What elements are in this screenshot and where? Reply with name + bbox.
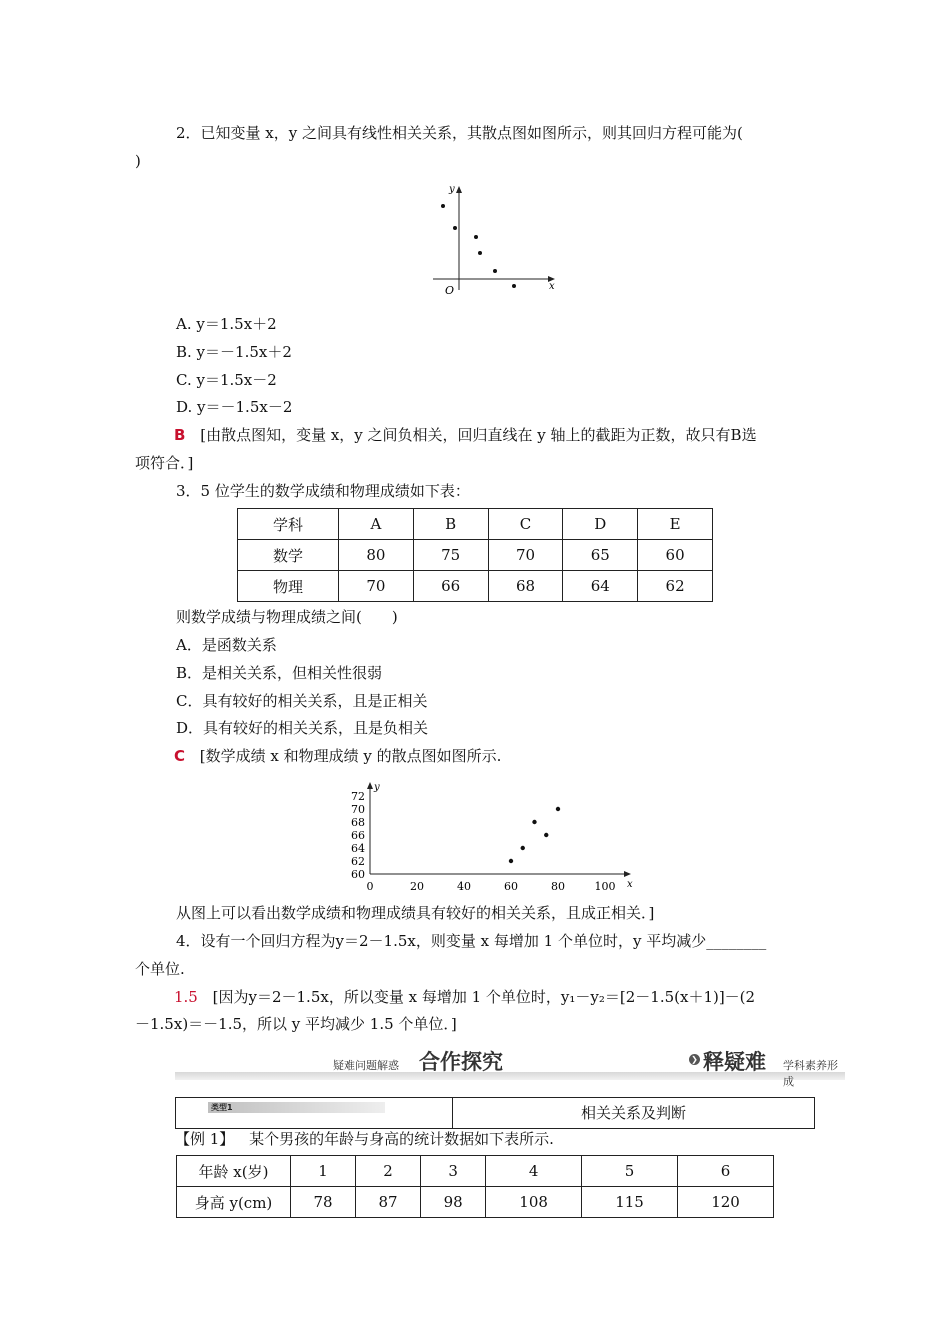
- table-row: [238, 571, 713, 602]
- table-cell: 3: [421, 1156, 486, 1187]
- q3-scatter-chart: [335, 772, 645, 894]
- q3-question: 则数学成绩与物理成绩之间( ): [176, 608, 398, 626]
- banner-title-b: 释疑难: [703, 1050, 766, 1074]
- table-cell: 2: [356, 1156, 421, 1187]
- table-cell: 65: [563, 540, 638, 571]
- table-cell: 6: [678, 1156, 774, 1187]
- q3-answer-letter: C: [174, 747, 186, 765]
- chart-x-tick-label: 100: [594, 880, 616, 893]
- section-banner: [175, 1044, 845, 1088]
- chart-x-tick-label: 80: [551, 880, 565, 893]
- q3-explain-line1: [数学成绩 x 和物理成绩 y 的散点图如图所示.: [199, 747, 502, 765]
- table-cell: 5: [582, 1156, 678, 1187]
- q2-explain-line2: 项符合．]: [135, 454, 194, 472]
- example1-label: 【例 1】: [175, 1130, 235, 1148]
- q2-point: [453, 226, 457, 230]
- table-cell: 87: [356, 1187, 421, 1218]
- q3-option-d: D．具有较好的相关关系，且是负相关: [176, 719, 429, 737]
- q3-answer-line: [174, 746, 501, 766]
- q2-stem-line2: ): [135, 152, 141, 170]
- table-cell: 身高 y(cm): [177, 1187, 291, 1218]
- table-cell: 70: [488, 540, 563, 571]
- type-tag: 类型1: [208, 1102, 385, 1113]
- table-cell: 80: [339, 540, 414, 571]
- chart-y-label: y: [374, 782, 380, 793]
- chart-y-tick-label: 70: [351, 803, 365, 816]
- banner-title-a: 合作探究: [419, 1050, 503, 1074]
- chart-y-tick-label: 68: [351, 816, 365, 829]
- table-cell: B: [413, 509, 488, 540]
- q2-explain-line1: [由散点图知，变量 x，y 之间负相关，回归直线在 y 轴上的截距为正数，故只有B选: [200, 426, 757, 444]
- q4-answer: 1.5: [174, 988, 198, 1006]
- q2-x-label: x: [549, 281, 555, 292]
- example1-text: 某个男孩的年龄与身高的统计数据如下表所示.: [249, 1130, 554, 1148]
- chart-x-arrow: [624, 871, 631, 877]
- table-cell: E: [638, 509, 713, 540]
- q2-stem-line1: 2．已知变量 x，y 之间具有线性相关关系，其散点图如图所示，则其回归方程可能为(: [176, 124, 743, 142]
- table-cell: 120: [678, 1187, 774, 1218]
- q2-origin-label: O: [445, 284, 455, 297]
- table-cell: 98: [421, 1187, 486, 1218]
- chart-x-tick-label: 20: [410, 880, 424, 893]
- q2-point: [512, 284, 516, 288]
- q2-point: [478, 251, 482, 255]
- type-box: [175, 1097, 815, 1129]
- table-row: [238, 540, 713, 571]
- table-cell: 66: [413, 571, 488, 602]
- table-cell: D: [563, 509, 638, 540]
- table-cell: 108: [486, 1187, 582, 1218]
- q4-stem-line1: 4．设有一个回归方程为y＝2－1.5x，则变量 x 每增加 1 个单位时，y 平均减少________: [176, 932, 767, 950]
- chart-point: [521, 846, 525, 850]
- q2-answer-line: [174, 425, 757, 445]
- banner-chevron-icon: ❯: [689, 1054, 700, 1065]
- q2-option-c: C. y＝1.5x－2: [176, 371, 277, 389]
- q3-option-b: B．是相关关系，但相关性很弱: [176, 664, 383, 682]
- q3-option-c: C．具有较好的相关关系，且是正相关: [176, 692, 428, 710]
- table-cell: A: [339, 509, 414, 540]
- type-box-title: 相关关系及判断: [580, 1104, 686, 1122]
- banner-left-caption: 疑难问题解惑: [333, 1059, 399, 1072]
- chart-x-tick-label: 60: [504, 880, 518, 893]
- q2-point: [474, 235, 478, 239]
- q2-option-d: D. y＝－1.5x－2: [176, 398, 293, 416]
- q4-explain-line2: －1.5x)＝－1.5，所以 y 平均减少 1.5 个单位．]: [135, 1015, 457, 1033]
- chart-y-tick-label: 60: [351, 868, 365, 881]
- chart-y-tick-label: 72: [351, 790, 365, 803]
- q3-explain-line2: 从图上可以看出数学成绩和物理成绩具有较好的相关关系，且成正相关．]: [176, 904, 655, 922]
- q2-option-a: A. y＝1.5x＋2: [176, 315, 277, 333]
- table-cell: 75: [413, 540, 488, 571]
- table-cell: 64: [563, 571, 638, 602]
- chart-x-label: x: [627, 879, 633, 890]
- example1-line: [175, 1129, 554, 1149]
- table-cell: 62: [638, 571, 713, 602]
- q2-point: [441, 204, 445, 208]
- example1-table: [176, 1155, 774, 1218]
- table-row: [238, 509, 713, 540]
- table-cell: 4: [486, 1156, 582, 1187]
- chart-y-tick-label: 66: [351, 829, 365, 842]
- q2-scatter-figure: [425, 180, 565, 300]
- table-row: [177, 1156, 774, 1187]
- q4-answer-line: [174, 987, 755, 1007]
- chart-y-arrow: [367, 782, 373, 789]
- q2-y-arrow: [456, 186, 462, 193]
- table-cell: 1: [291, 1156, 356, 1187]
- chart-point: [556, 807, 560, 811]
- table-cell: 115: [582, 1187, 678, 1218]
- table-cell: 数学: [238, 540, 339, 571]
- q2-answer-letter: B: [174, 426, 186, 444]
- table-cell: C: [488, 509, 563, 540]
- table-cell: 70: [339, 571, 414, 602]
- chart-x-tick-label: 0: [366, 880, 374, 893]
- table-cell: 年龄 x(岁): [177, 1156, 291, 1187]
- table-cell: 68: [488, 571, 563, 602]
- table-row: [177, 1187, 774, 1218]
- q4-explain-line1: [因为y＝2－1.5x，所以变量 x 每增加 1 个单位时，y₁－y₂＝[2－1.5(x＋1)]－(2: [212, 988, 756, 1006]
- q3-stem: 3．5 位学生的数学成绩和物理成绩如下表：: [176, 482, 470, 500]
- q2-point: [493, 269, 497, 273]
- q4-stem-line2: 个单位.: [135, 960, 185, 978]
- table-cell: 物理: [238, 571, 339, 602]
- q2-y-label: y: [449, 184, 455, 195]
- table-cell: 78: [291, 1187, 356, 1218]
- chart-y-tick-label: 62: [351, 855, 365, 868]
- q3-score-table: [237, 508, 713, 602]
- chart-point: [544, 833, 548, 837]
- q3-option-a: A．是函数关系: [176, 636, 277, 654]
- chart-x-tick-label: 40: [457, 880, 471, 893]
- banner-right-caption: 学科素养形成: [783, 1059, 838, 1088]
- table-cell: 60: [638, 540, 713, 571]
- chart-y-tick-label: 64: [351, 842, 365, 855]
- type-box-left: [176, 1098, 453, 1128]
- chart-point: [509, 859, 513, 863]
- table-cell: 学科: [238, 509, 339, 540]
- chart-point: [532, 820, 536, 824]
- q2-option-b: B. y＝－1.5x＋2: [176, 343, 292, 361]
